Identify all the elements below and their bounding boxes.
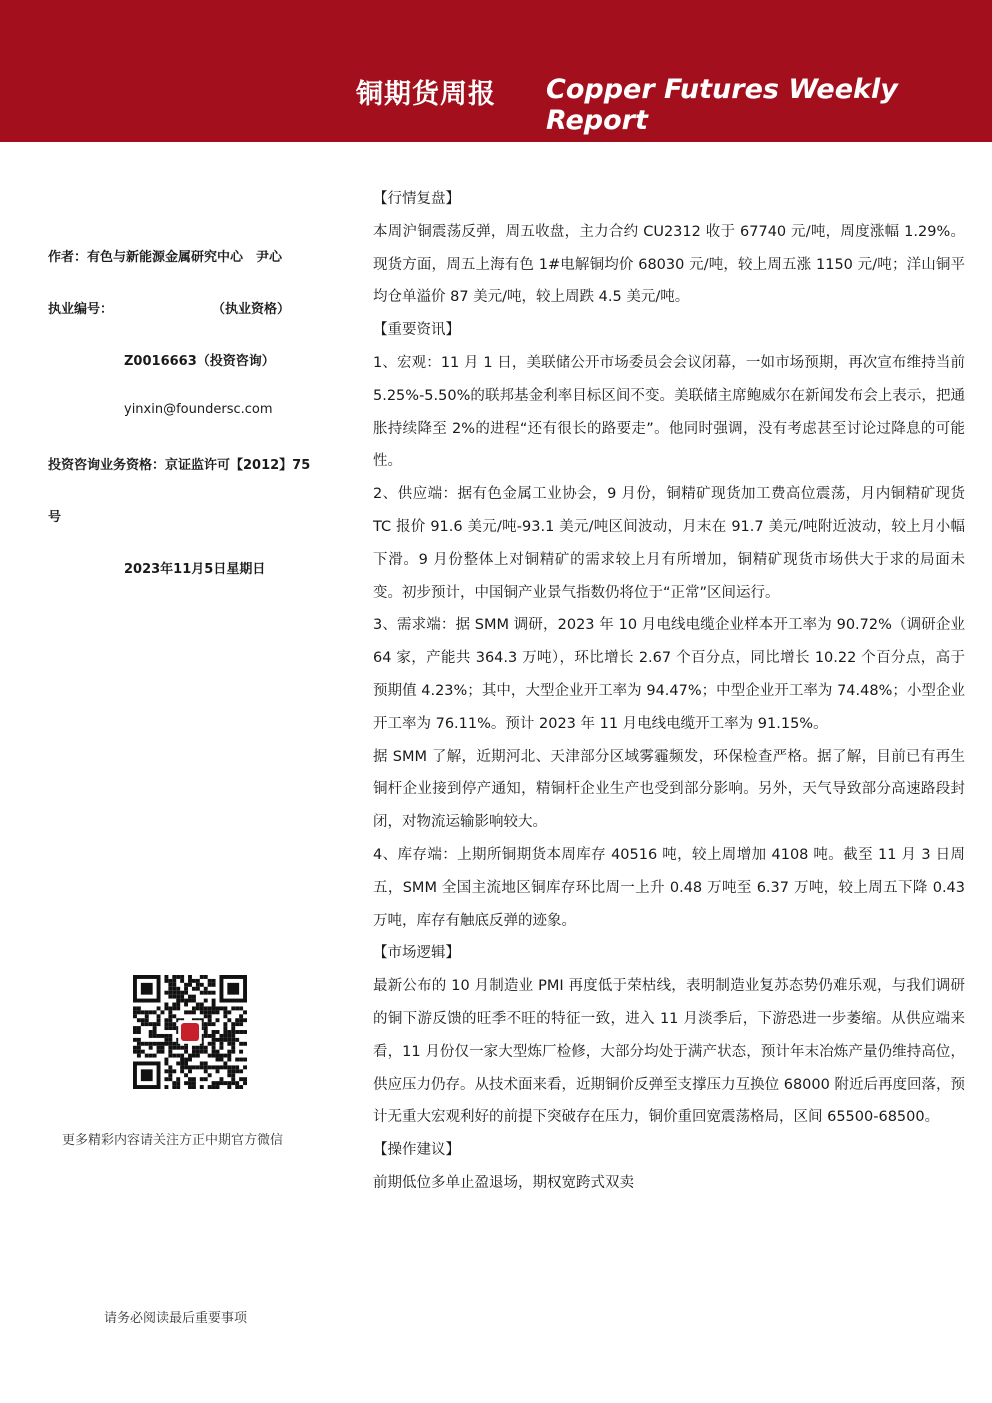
license-type: （执业资格） [212,302,291,317]
news-demand-paragraph: 3、需求端：据 SMM 调研，2023 年 10 月电线电缆企业样本开工率为 90.72%（调研企业 64 家，产能共 364.3 万吨），环比增长 2.67 个百分点，同比增长 10.22 个百分点，高于预期值 4.23%；其中，大型企业开工率为 94.47%；中型企业开工率为 74.48%；小型企业开工率为 76.11%。预计 2023 年 11 月电线电缆开工率为 91.15%。 [373,617,965,732]
section-title-news: 【重要资讯】 [373,322,460,339]
report-date: 2023年11月5日星期日 [124,562,266,577]
report-title-en: Copper Futures Weekly Report [546,74,898,136]
wechat-qr-code [133,975,247,1089]
author-email[interactable]: yinxin@foundersc.com [124,402,273,417]
advice-paragraph: 前期低位多单止盈退场，期权宽跨式双卖 [373,1174,634,1191]
logic-paragraph: 最新公布的 10 月制造业 PMI 再度低于荣枯线，表明制造业复苏态势仍难乐观，与我们调研的铜下游反馈的旺季不旺的特征一致，进入 11 月淡季后，下游恐进一步萎缩。从供应端来看，11 月份仅一家大型炼厂检修，大部分均处于满产状态，预计年末冶炼产量仍维持高位，供应压力仍存。从技术面来看，近期铜价反弹至支撑压力互换位 68000 附近后再度回落，预计无重大宏观利好的前提下突破存在压力，铜价重回宽震荡格局，区间 65500-68500。 [373,978,965,1126]
qualification-line-1: 投资咨询业务资格：京证监许可【2012】75 [48,458,311,473]
author-line: 作者：有色与新能源金属研究中心 尹心 [48,250,283,265]
license-label: 执业编号： [48,302,114,317]
section-title-logic: 【市场逻辑】 [373,945,460,962]
qr-caption: 更多精彩内容请关注方正中期官方微信 [62,1133,284,1148]
report-title-cn: 铜期货周报 [356,79,496,110]
news-inventory-paragraph: 4、库存端：上期所铜期货本周库存 40516 吨，较上周增加 4108 吨。截至 11 月 3 日周五，SMM 全国主流地区铜库存环比周一上升 0.48 万吨至 6.37 万吨，较上周五下降 0.43 万吨，库存有触底反弹的迹象。 [373,846,965,929]
report-body [373,183,965,1200]
review-paragraph: 本周沪铜震荡反弹，周五收盘，主力合约 CU2312 收于 67740 元/吨，周度涨幅 1.29%。现货方面，周五上海有色 1#电解铜均价 68030 元/吨，较上周五涨 1150 元/吨；洋山铜平均仓单溢价 87 美元/吨，较上周跌 4.5 美元/吨。 [373,223,965,306]
disclaimer-note: 请务必阅读最后重要事项 [104,1311,248,1326]
news-demand-extra-paragraph: 据 SMM 了解，近期河北、天津部分区域雾霾频发，环保检查严格。据了解，目前已有再生铜杆企业接到停产通知，精铜杆企业生产也受到部分影响。另外，天气导致部分高速路段封闭，对物流运输影响较大。 [373,748,965,831]
news-macro-paragraph: 1、宏观：11 月 1 日，美联储公开市场委员会会议闭幕，一如市场预期，再次宣布维持当前 5.25%-5.50%的联邦基金利率目标区间不变。美联储主席鲍威尔在新闻发布会上表示，把通胀持续降至 2%的进程“还有很长的路要走”。他同时强调，没有考虑甚至讨论过降息的可能性。 [373,354,965,470]
section-title-advice: 【操作建议】 [373,1142,460,1159]
report-header [0,0,992,142]
news-supply-paragraph: 2、供应端：据有色金属工业协会，9 月份，铜精矿现货加工费高位震荡，月内铜精矿现货 TC 报价 91.6 美元/吨-93.1 美元/吨区间波动，月末在 91.7 美元/吨附近波动，较上月小幅下滑。9 月份整体上对铜精矿的需求较上月有所增加，铜精矿现货市场供大于求的局面未变。初步预计，中国铜产业景气指数仍将位于“正常”区间运行。 [373,486,965,601]
consult-number: Z0016663（投资咨询） [124,354,275,369]
qualification-line-2: 号 [48,510,62,525]
section-title-review: 【行情复盘】 [373,191,460,207]
